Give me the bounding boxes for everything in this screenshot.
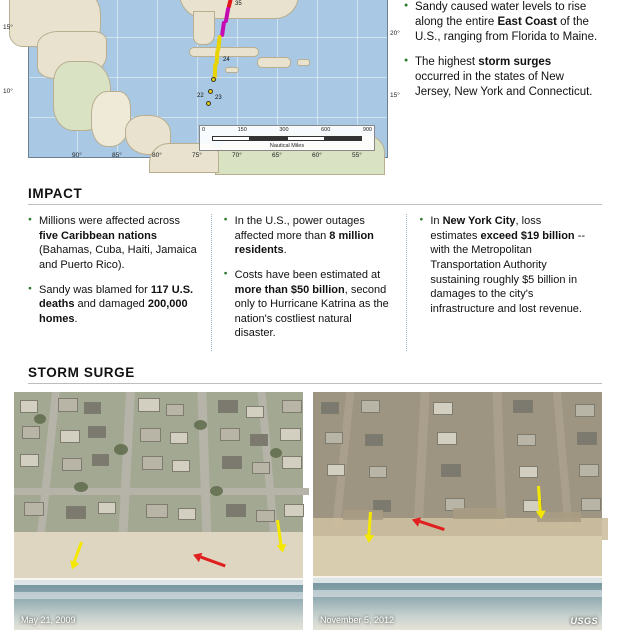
map-lat-label-right: 20° <box>390 30 400 37</box>
scale-ticks <box>200 127 374 133</box>
scale-tick: 150 <box>237 127 247 133</box>
usgs-logo: USGS <box>570 616 598 626</box>
hurricane-track-map <box>3 0 400 162</box>
impact-heading: IMPACT <box>28 186 83 201</box>
scale-bar-graphic <box>212 136 362 141</box>
impact-bullet: ● Millions were affected across five Caribbean nations (Bahamas, Cuba, Haiti, Jamaica and Puerto Rico). <box>28 214 199 273</box>
storm-surge-photos <box>0 384 620 630</box>
storm-surge-heading: STORM SURGE <box>28 365 135 380</box>
scale-tick: 600 <box>321 127 331 133</box>
scale-tick: 900 <box>362 127 372 133</box>
scale-units-label: Nautical Miles <box>269 143 305 149</box>
map-lon-label: 65° <box>272 152 282 159</box>
map-scale-bar <box>199 125 375 151</box>
map-lon-label: 60° <box>312 152 322 159</box>
photo-before <box>14 392 303 630</box>
impact-bullet: ● In the U.S., power outages affected more than 8 million residents. <box>224 214 395 258</box>
scale-tick: 300 <box>279 127 289 133</box>
impact-column-3 <box>406 214 602 351</box>
impact-column-2 <box>211 214 407 351</box>
top-section <box>0 0 620 170</box>
map-lon-label: 70° <box>232 152 242 159</box>
map-lon-label: 85° <box>112 152 122 159</box>
map-track-number: 23 <box>215 95 222 101</box>
impact-columns <box>0 205 620 351</box>
map-lon-label: 90° <box>72 152 82 159</box>
impact-column-1 <box>28 214 211 351</box>
map-track-number: 22 <box>197 93 204 99</box>
impact-bullet: ● Sandy was blamed for 117 U.S. deaths and damaged 200,000 homes. <box>28 283 199 327</box>
map-lon-label: 75° <box>192 152 202 159</box>
impact-bullet: ● Costs have been estimated at more than $50 billion, second only to Hurricane Katrina as the nation's costliest natural disaster. <box>224 268 395 341</box>
map-track-number: 35 <box>235 1 242 7</box>
photo-date-label: May 21, 2009 <box>21 615 76 625</box>
photo-date-label: November 5, 2012 <box>320 615 395 625</box>
top-bullet-item: ● The highest storm surges occurred in the states of New Jersey, New York and Connecticut. <box>404 55 598 101</box>
top-bullet-item: ● Sandy caused water levels to rise along the entire East Coast of the U.S., ranging from Florida to Maine. <box>404 0 598 46</box>
map-lat-label: 10° <box>3 88 13 95</box>
map-lat-label-right: 15° <box>390 92 400 99</box>
impact-bullet: ● In New York City, loss estimates exceed $19 billion -- with the Metropolitan Transportation Authority sustaining roughly $5 billion in damages to the city's infrastructure and lost revenue. <box>419 214 590 316</box>
map-track-number: 24 <box>223 57 230 63</box>
photo-after <box>313 392 602 630</box>
map-lon-label: 80° <box>152 152 162 159</box>
map-lon-label: 55° <box>352 152 362 159</box>
top-bullet-list <box>388 0 602 170</box>
scale-tick: 0 <box>202 127 206 133</box>
map-frame <box>28 0 388 158</box>
map-lat-label: 15° <box>3 24 13 31</box>
